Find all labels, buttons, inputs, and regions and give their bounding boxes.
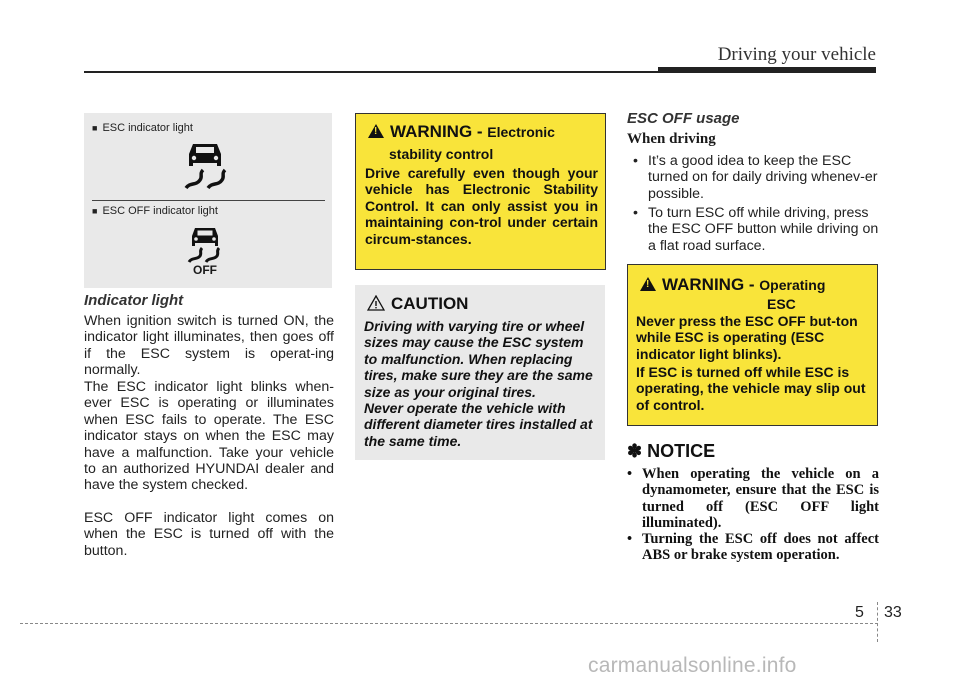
warning-subtitle: ESC	[767, 296, 796, 312]
chapter-number: 5	[855, 604, 864, 621]
caution-box	[355, 285, 605, 460]
list-item: • Turning the ESC off does not affect ABS or brake system operation.	[627, 531, 879, 564]
indicator-paragraph-3: ESC OFF indicator light comes on when the ESC is turned off with the button.	[84, 510, 334, 559]
esc-off-usage-heading: ESC OFF usage	[627, 110, 740, 127]
esc-indicator-caption: ■ ESC indicator light	[92, 122, 193, 134]
esc-off-indicator-caption: ■ ESC OFF indicator light	[92, 205, 218, 217]
indicator-paragraph-1: When ignition switch is turned ON, the indicator light illuminates, then goes off if the ESC system is operat-ing normally.	[84, 313, 334, 379]
notice-title: ✽ NOTICE	[627, 441, 716, 461]
indicator-light-heading: Indicator light	[84, 292, 184, 309]
warning-title: !WARNING - Operating	[640, 275, 825, 295]
watermark: carmanualsonline.info	[588, 654, 797, 677]
warning-subtitle: stability control	[389, 146, 494, 162]
warning-body-1: Never press the ESC OFF but-ton while ESC is operating (ESC indicator light blinks).	[636, 313, 858, 362]
warning-title: !WARNING - Electronic	[368, 122, 555, 142]
esc-car-icon	[180, 140, 230, 192]
footer-rule	[20, 623, 878, 624]
caution-triangle-icon	[367, 295, 385, 311]
list-item: • When operating the vehicle on a dynamometer, ensure that the ESC is turned off (ESC OFF light illuminated).	[627, 466, 879, 532]
indicator-divider	[92, 200, 325, 201]
warning-box-operating-esc	[627, 264, 878, 426]
caution-title: CAUTION	[367, 294, 468, 314]
caution-body-1: Driving with varying tire or wheel sizes may cause the ESC system to malfunction. When replacing tires, make sure they are the same size as your original tires.	[364, 318, 593, 400]
caution-body-2: Never operate the vehicle with different diameter tires installed at the same time.	[364, 400, 593, 449]
warning-body: Drive carefully even though your vehicle has Electronic Stability Control. It can only assist you in maintaining con-trol under certain circum-stances.	[365, 165, 598, 247]
header-title: Driving your vehicle	[717, 44, 876, 65]
page-number: 33	[884, 604, 902, 621]
header-rule-accent	[658, 67, 876, 73]
warning-body-2: If ESC is turned off while ESC is operating, the vehicle may slip out of control.	[636, 364, 866, 413]
list-item: • It’s a good idea to keep the ESC turned on for daily driving whenev-er possible.	[633, 153, 878, 202]
when-driving-subheading: When driving	[627, 131, 716, 147]
indicator-paragraph-2: The ESC indicator light blinks when-ever ESC is operating or illuminates when ESC fails to operate. The ESC indicator stays on when the ESC may have a malfunction. Take your vehicle to an authorized HYUNDAI dealer and have the system checked.	[84, 379, 334, 494]
list-item: • To turn ESC off while driving, press the ESC OFF button while driving on a flat road surface.	[633, 205, 879, 254]
warning-triangle-icon	[368, 124, 384, 138]
footer-separator	[877, 602, 878, 642]
indicator-image-panel	[84, 113, 332, 288]
warning-triangle-icon	[640, 277, 656, 291]
warning-box-electronic-stability	[355, 113, 606, 270]
off-label: OFF	[193, 263, 217, 277]
